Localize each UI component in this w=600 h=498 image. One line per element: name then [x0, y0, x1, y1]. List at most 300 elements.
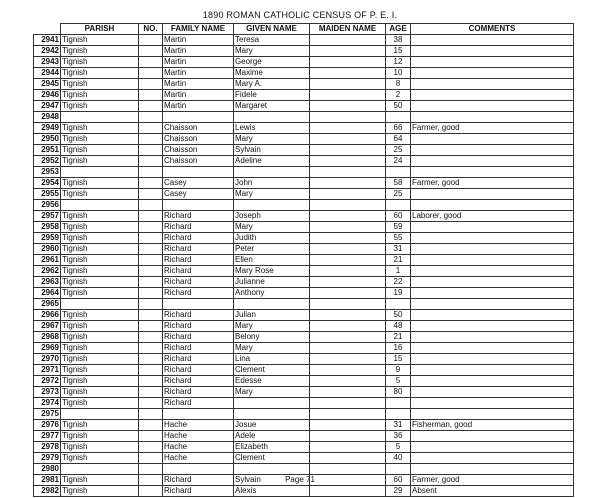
given-name-cell: Maxime	[234, 68, 310, 79]
parish-cell	[61, 464, 139, 475]
row-number-cell: 2961	[34, 255, 61, 266]
parish-cell: Tignish	[61, 376, 139, 387]
parish-cell: Tignish	[61, 365, 139, 376]
comments-cell	[411, 46, 574, 57]
row-number-cell: 2958	[34, 222, 61, 233]
maiden-name-cell	[310, 343, 386, 354]
table-row	[34, 200, 574, 211]
comments-cell	[411, 101, 574, 112]
given-name-cell: Sylvain	[234, 145, 310, 156]
family-name-cell	[163, 112, 234, 123]
no-cell	[139, 464, 163, 475]
maiden-name-cell	[310, 332, 386, 343]
no-cell	[139, 167, 163, 178]
age-cell: 50	[386, 310, 411, 321]
row-number-cell: 2945	[34, 79, 61, 90]
comments-cell	[411, 277, 574, 288]
parish-cell: Tignish	[61, 420, 139, 431]
age-cell: 22	[386, 277, 411, 288]
row-number-cell: 2972	[34, 376, 61, 387]
no-cell	[139, 79, 163, 90]
row-number-cell: 2968	[34, 332, 61, 343]
no-cell	[139, 354, 163, 365]
row-number-cell: 2957	[34, 211, 61, 222]
table-row	[34, 288, 574, 299]
parish-cell	[61, 112, 139, 123]
maiden-name-cell	[310, 277, 386, 288]
given-name-cell: Mary A.	[234, 79, 310, 90]
comments-cell: Farmer, good	[411, 475, 574, 486]
table-row	[34, 145, 574, 156]
age-cell: 10	[386, 68, 411, 79]
given-name-cell: Belony	[234, 332, 310, 343]
age-cell: 58	[386, 178, 411, 189]
no-cell	[139, 299, 163, 310]
family-name-cell: Hache	[163, 453, 234, 464]
table-row	[34, 464, 574, 475]
no-cell	[139, 211, 163, 222]
given-name-cell: Mary	[234, 222, 310, 233]
row-number-cell: 2967	[34, 321, 61, 332]
given-name-cell: Ellen	[234, 255, 310, 266]
age-cell: 36	[386, 431, 411, 442]
comments-cell	[411, 156, 574, 167]
maiden-name-cell	[310, 376, 386, 387]
family-name-cell: Richard	[163, 332, 234, 343]
age-cell: 12	[386, 57, 411, 68]
parish-cell: Tignish	[61, 233, 139, 244]
comments-cell	[411, 299, 574, 310]
comments-cell	[411, 354, 574, 365]
no-cell	[139, 35, 163, 46]
family-name-cell: Chaisson	[163, 134, 234, 145]
given-name-cell	[234, 299, 310, 310]
parish-cell: Tignish	[61, 387, 139, 398]
comments-cell	[411, 409, 574, 420]
age-cell: 80	[386, 387, 411, 398]
family-name-cell: Richard	[163, 222, 234, 233]
no-cell	[139, 365, 163, 376]
no-cell	[139, 255, 163, 266]
no-cell	[139, 222, 163, 233]
family-name-cell: Martin	[163, 90, 234, 101]
row-number-cell: 2959	[34, 233, 61, 244]
parish-cell: Tignish	[61, 332, 139, 343]
comments-cell: Farmer, good	[411, 178, 574, 189]
row-number-cell: 2974	[34, 398, 61, 409]
maiden-name-cell	[310, 288, 386, 299]
comments-cell	[411, 134, 574, 145]
family-name-cell: Richard	[163, 288, 234, 299]
family-name-cell: Richard	[163, 277, 234, 288]
table-row	[34, 486, 574, 497]
header-no: NO.	[139, 24, 163, 35]
given-name-cell: Lewis	[234, 123, 310, 134]
row-number-cell: 2977	[34, 431, 61, 442]
given-name-cell: Mary Rose	[234, 266, 310, 277]
header-given-name: GIVEN NAME	[234, 24, 310, 35]
given-name-cell	[234, 464, 310, 475]
table-row	[34, 57, 574, 68]
family-name-cell: Casey	[163, 178, 234, 189]
family-name-cell	[163, 299, 234, 310]
given-name-cell: Julian	[234, 310, 310, 321]
table-row	[34, 68, 574, 79]
age-cell	[386, 398, 411, 409]
no-cell	[139, 321, 163, 332]
family-name-cell: Chaisson	[163, 156, 234, 167]
family-name-cell: Martin	[163, 68, 234, 79]
maiden-name-cell	[310, 453, 386, 464]
row-number-cell: 2956	[34, 200, 61, 211]
no-cell	[139, 288, 163, 299]
comments-cell	[411, 343, 574, 354]
no-cell	[139, 310, 163, 321]
family-name-cell: Richard	[163, 233, 234, 244]
maiden-name-cell	[310, 387, 386, 398]
row-number-cell: 2952	[34, 156, 61, 167]
maiden-name-cell	[310, 200, 386, 211]
given-name-cell: Margaret	[234, 101, 310, 112]
given-name-cell: Mary	[234, 189, 310, 200]
no-cell	[139, 178, 163, 189]
maiden-name-cell	[310, 244, 386, 255]
maiden-name-cell	[310, 79, 386, 90]
given-name-cell	[234, 409, 310, 420]
family-name-cell: Richard	[163, 354, 234, 365]
table-row	[34, 442, 574, 453]
comments-cell	[411, 255, 574, 266]
given-name-cell: John	[234, 178, 310, 189]
maiden-name-cell	[310, 442, 386, 453]
age-cell	[386, 299, 411, 310]
comments-cell	[411, 68, 574, 79]
maiden-name-cell	[310, 222, 386, 233]
parish-cell: Tignish	[61, 178, 139, 189]
age-cell	[386, 409, 411, 420]
comments-cell	[411, 288, 574, 299]
given-name-cell: Mary	[234, 387, 310, 398]
table-row	[34, 387, 574, 398]
given-name-cell	[234, 200, 310, 211]
row-number-cell: 2966	[34, 310, 61, 321]
maiden-name-cell	[310, 420, 386, 431]
age-cell: 2	[386, 90, 411, 101]
given-name-cell: Clement	[234, 365, 310, 376]
row-number-cell: 2981	[34, 475, 61, 486]
age-cell: 66	[386, 123, 411, 134]
row-number-cell: 2946	[34, 90, 61, 101]
comments-cell	[411, 387, 574, 398]
age-cell: 64	[386, 134, 411, 145]
family-name-cell: Martin	[163, 46, 234, 57]
family-name-cell: Richard	[163, 266, 234, 277]
parish-cell: Tignish	[61, 453, 139, 464]
maiden-name-cell	[310, 354, 386, 365]
given-name-cell: Fidele	[234, 90, 310, 101]
header-row	[34, 24, 574, 35]
given-name-cell: Peter	[234, 244, 310, 255]
no-cell	[139, 156, 163, 167]
given-name-cell: Teresa	[234, 35, 310, 46]
row-number-cell: 2953	[34, 167, 61, 178]
row-number-cell: 2978	[34, 442, 61, 453]
no-cell	[139, 277, 163, 288]
comments-cell	[411, 442, 574, 453]
age-cell: 5	[386, 442, 411, 453]
row-number-cell: 2976	[34, 420, 61, 431]
no-cell	[139, 101, 163, 112]
maiden-name-cell	[310, 123, 386, 134]
age-cell: 5	[386, 376, 411, 387]
table-row	[34, 310, 574, 321]
comments-cell	[411, 398, 574, 409]
given-name-cell: Mary	[234, 321, 310, 332]
no-cell	[139, 200, 163, 211]
family-name-cell: Chaisson	[163, 145, 234, 156]
maiden-name-cell	[310, 233, 386, 244]
age-cell	[386, 112, 411, 123]
no-cell	[139, 442, 163, 453]
family-name-cell: Hache	[163, 442, 234, 453]
parish-cell: Tignish	[61, 68, 139, 79]
age-cell: 24	[386, 156, 411, 167]
table-row	[34, 156, 574, 167]
family-name-cell: Richard	[163, 321, 234, 332]
maiden-name-cell	[310, 46, 386, 57]
row-number-cell: 2942	[34, 46, 61, 57]
no-cell	[139, 145, 163, 156]
age-cell: 38	[386, 35, 411, 46]
given-name-cell: Lina	[234, 354, 310, 365]
header-parish: PARISH	[61, 24, 139, 35]
no-cell	[139, 266, 163, 277]
table-row	[34, 134, 574, 145]
age-cell: 60	[386, 211, 411, 222]
given-name-cell: Joseph	[234, 211, 310, 222]
comments-cell	[411, 167, 574, 178]
comments-cell	[411, 112, 574, 123]
table-row	[34, 376, 574, 387]
parish-cell: Tignish	[61, 222, 139, 233]
row-number-cell: 2944	[34, 68, 61, 79]
maiden-name-cell	[310, 145, 386, 156]
row-number-cell: 2964	[34, 288, 61, 299]
comments-cell	[411, 266, 574, 277]
given-name-cell: Mary	[234, 134, 310, 145]
comments-cell	[411, 90, 574, 101]
row-number-cell: 2963	[34, 277, 61, 288]
row-number-cell: 2941	[34, 35, 61, 46]
parish-cell: Tignish	[61, 343, 139, 354]
family-name-cell: Richard	[163, 365, 234, 376]
family-name-cell: Hache	[163, 431, 234, 442]
maiden-name-cell	[310, 464, 386, 475]
maiden-name-cell	[310, 409, 386, 420]
age-cell: 15	[386, 354, 411, 365]
maiden-name-cell	[310, 134, 386, 145]
family-name-cell: Richard	[163, 343, 234, 354]
no-cell	[139, 376, 163, 387]
age-cell: 8	[386, 79, 411, 90]
age-cell: 48	[386, 321, 411, 332]
census-table	[33, 23, 574, 497]
given-name-cell	[234, 112, 310, 123]
header-comments: COMMENTS	[411, 24, 574, 35]
given-name-cell: Sylvain	[234, 475, 310, 486]
census-body	[34, 35, 574, 497]
given-name-cell: Mary	[234, 343, 310, 354]
maiden-name-cell	[310, 398, 386, 409]
row-number-cell: 2975	[34, 409, 61, 420]
row-number-cell: 2965	[34, 299, 61, 310]
maiden-name-cell	[310, 156, 386, 167]
no-cell	[139, 46, 163, 57]
comments-cell	[411, 145, 574, 156]
age-cell: 21	[386, 332, 411, 343]
row-number-cell: 2954	[34, 178, 61, 189]
age-cell	[386, 464, 411, 475]
parish-cell: Tignish	[61, 156, 139, 167]
table-row	[34, 46, 574, 57]
parish-cell: Tignish	[61, 134, 139, 145]
family-name-cell: Martin	[163, 101, 234, 112]
row-number-cell: 2970	[34, 354, 61, 365]
parish-cell: Tignish	[61, 431, 139, 442]
no-cell	[139, 343, 163, 354]
comments-cell	[411, 365, 574, 376]
table-row	[34, 431, 574, 442]
table-row	[34, 453, 574, 464]
given-name-cell: Julianne	[234, 277, 310, 288]
maiden-name-cell	[310, 431, 386, 442]
age-cell: 9	[386, 365, 411, 376]
maiden-name-cell	[310, 68, 386, 79]
given-name-cell	[234, 398, 310, 409]
parish-cell: Tignish	[61, 321, 139, 332]
page-title: 1890 ROMAN CATHOLIC CENSUS OF P. E. I.	[202, 10, 398, 20]
table-row	[34, 123, 574, 134]
parish-cell: Tignish	[61, 211, 139, 222]
parish-cell: Tignish	[61, 79, 139, 90]
age-cell: 15	[386, 46, 411, 57]
no-cell	[139, 90, 163, 101]
table-row	[34, 299, 574, 310]
table-row	[34, 409, 574, 420]
maiden-name-cell	[310, 35, 386, 46]
row-number-cell: 2973	[34, 387, 61, 398]
maiden-name-cell	[310, 310, 386, 321]
comments-cell	[411, 79, 574, 90]
parish-cell: Tignish	[61, 277, 139, 288]
table-row	[34, 420, 574, 431]
family-name-cell: Richard	[163, 387, 234, 398]
parish-cell: Tignish	[61, 475, 139, 486]
table-row	[34, 79, 574, 90]
age-cell: 50	[386, 101, 411, 112]
row-number-cell: 2951	[34, 145, 61, 156]
table-row	[34, 266, 574, 277]
family-name-cell	[163, 409, 234, 420]
parish-cell: Tignish	[61, 266, 139, 277]
row-number-cell: 2947	[34, 101, 61, 112]
parish-cell: Tignish	[61, 123, 139, 134]
age-cell: 25	[386, 145, 411, 156]
parish-cell	[61, 299, 139, 310]
table-row	[34, 35, 574, 46]
row-number-cell: 2969	[34, 343, 61, 354]
row-number-cell: 2950	[34, 134, 61, 145]
no-cell	[139, 398, 163, 409]
table-row	[34, 332, 574, 343]
comments-cell	[411, 453, 574, 464]
parish-cell: Tignish	[61, 486, 139, 497]
comments-cell	[411, 35, 574, 46]
given-name-cell: Adele	[234, 431, 310, 442]
table-row	[34, 222, 574, 233]
table-row	[34, 178, 574, 189]
table-row	[34, 112, 574, 123]
family-name-cell: Richard	[163, 486, 234, 497]
no-cell	[139, 420, 163, 431]
no-cell	[139, 123, 163, 134]
header-maiden-name: MAIDEN NAME	[310, 24, 386, 35]
comments-cell: Absent	[411, 486, 574, 497]
comments-cell	[411, 244, 574, 255]
no-cell	[139, 387, 163, 398]
family-name-cell: Casey	[163, 189, 234, 200]
age-cell: 31	[386, 420, 411, 431]
age-cell: 29	[386, 486, 411, 497]
no-cell	[139, 453, 163, 464]
family-name-cell: Richard	[163, 310, 234, 321]
parish-cell: Tignish	[61, 288, 139, 299]
family-name-cell	[163, 200, 234, 211]
no-cell	[139, 332, 163, 343]
given-name-cell: George	[234, 57, 310, 68]
maiden-name-cell	[310, 112, 386, 123]
table-row	[34, 277, 574, 288]
no-cell	[139, 233, 163, 244]
comments-cell	[411, 310, 574, 321]
age-cell: 40	[386, 453, 411, 464]
parish-cell	[61, 200, 139, 211]
age-cell: 19	[386, 288, 411, 299]
age-cell: 59	[386, 222, 411, 233]
no-cell	[139, 431, 163, 442]
family-name-cell: Richard	[163, 475, 234, 486]
row-number-cell: 2979	[34, 453, 61, 464]
comments-cell	[411, 233, 574, 244]
parish-cell: Tignish	[61, 145, 139, 156]
family-name-cell: Richard	[163, 376, 234, 387]
table-row	[34, 354, 574, 365]
family-name-cell	[163, 464, 234, 475]
maiden-name-cell	[310, 178, 386, 189]
maiden-name-cell	[310, 101, 386, 112]
comments-cell	[411, 189, 574, 200]
given-name-cell	[234, 167, 310, 178]
family-name-cell: Martin	[163, 79, 234, 90]
comments-cell	[411, 222, 574, 233]
given-name-cell: Judith	[234, 233, 310, 244]
parish-cell: Tignish	[61, 398, 139, 409]
no-cell	[139, 189, 163, 200]
parish-cell: Tignish	[61, 244, 139, 255]
parish-cell: Tignish	[61, 46, 139, 57]
family-name-cell: Hache	[163, 420, 234, 431]
age-cell: 16	[386, 343, 411, 354]
